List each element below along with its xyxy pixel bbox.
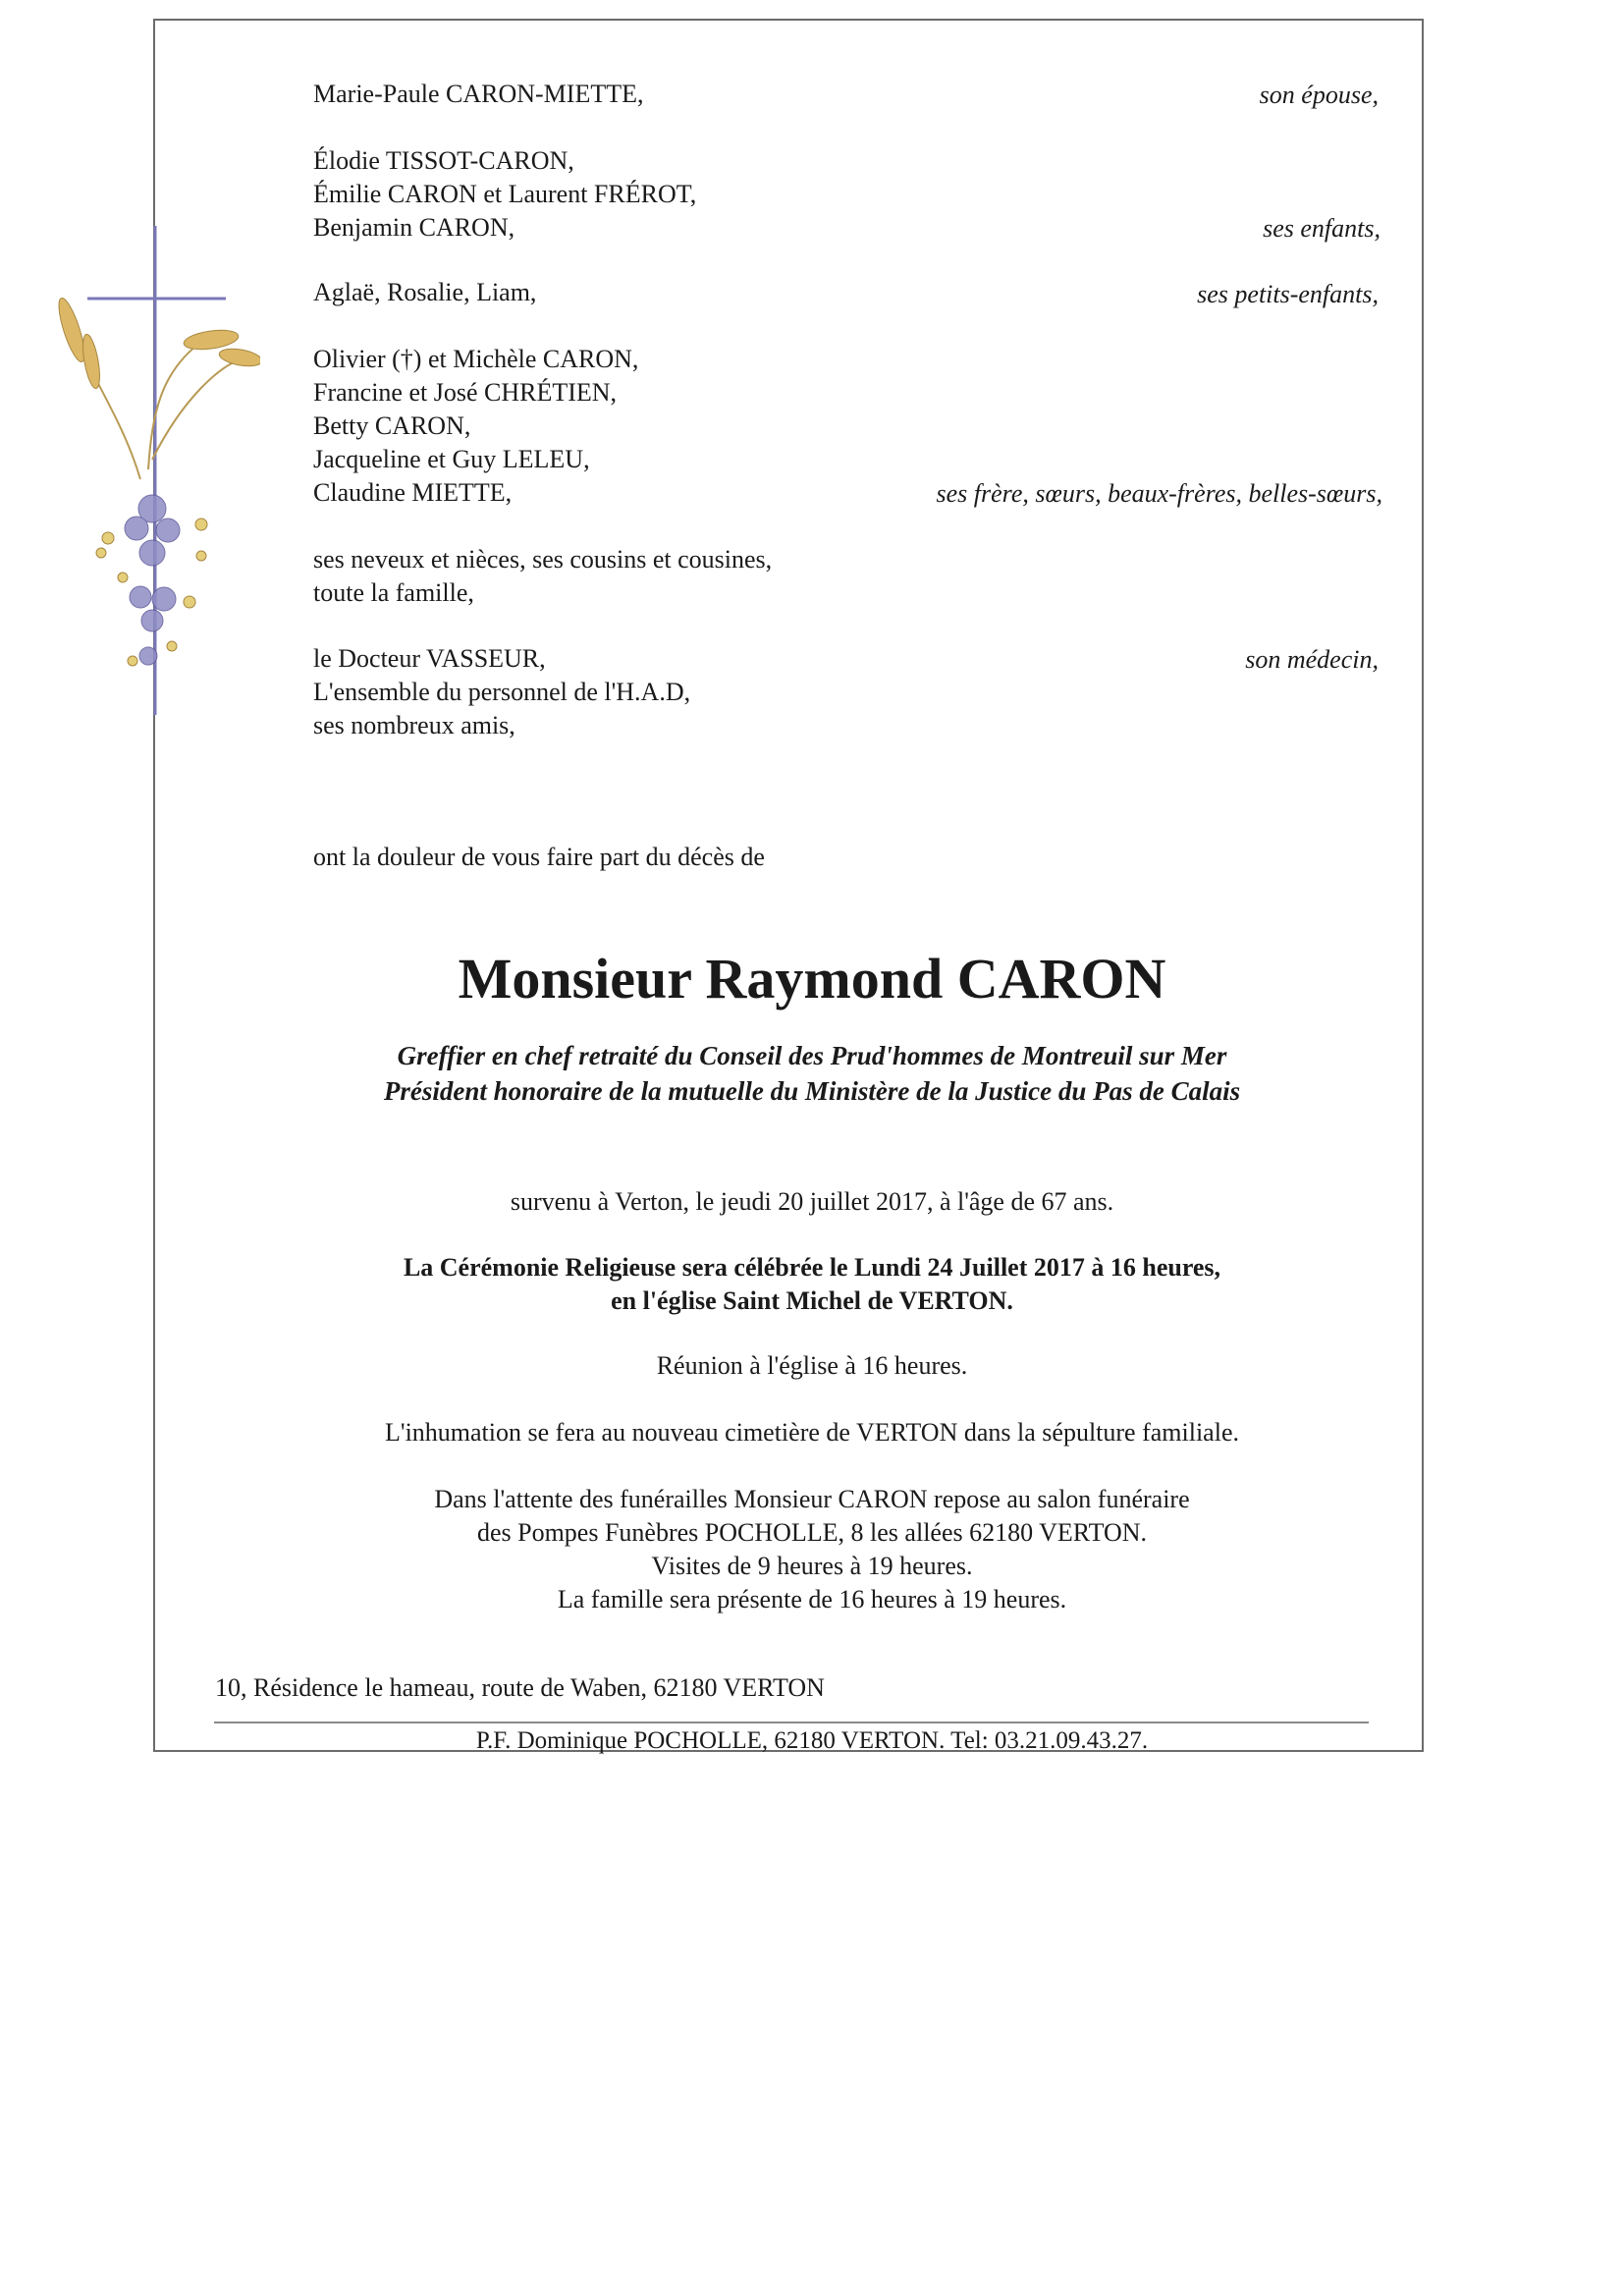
doctor-line: le Docteur VASSEUR, xyxy=(313,644,546,673)
children-names xyxy=(313,144,696,245)
relatives-names xyxy=(313,543,772,610)
viewing-line: des Pompes Funèbres POCHOLLE, 8 les allées 62180 VERTON. xyxy=(476,1518,1148,1547)
child-name: Émilie CARON et Laurent FRÉROT, xyxy=(313,180,697,208)
doctor-names xyxy=(313,642,690,742)
ceremony-line: en l'église Saint Michel de VERTON. xyxy=(611,1286,1013,1315)
deceased-title-line: Greffier en chef retraité du Conseil des Prud'hommes de Montreuil sur Mer xyxy=(397,1041,1227,1070)
viewing-line: La famille sera présente de 16 heures à 19 heures. xyxy=(557,1585,1067,1613)
ceremony-info xyxy=(0,1251,1624,1318)
funeral-home-footer: P.F. Dominique POCHOLLE, 62180 VERTON. Tel: 03.21.09.43.27. xyxy=(475,1727,1149,1754)
doctor-role: son médecin, xyxy=(1245,645,1379,674)
doctor-line: L'ensemble du personnel de l'H.A.D, xyxy=(313,678,691,706)
sibling-name: Francine et José CHRÉTIEN, xyxy=(313,378,618,407)
sibling-name: Olivier (†) et Michèle CARON, xyxy=(313,345,639,373)
meeting-info: Réunion à l'église à 16 heures. xyxy=(656,1351,968,1380)
cross-wheat-decoration-icon xyxy=(54,214,260,725)
deceased-titles xyxy=(0,1038,1624,1109)
siblings-role: ses frère, sœurs, beaux-frères, belles-sœurs, xyxy=(936,479,1382,508)
family-address: 10, Résidence le hameau, route de Waben, 62180 VERTON xyxy=(215,1673,825,1702)
relatives-line: toute la famille, xyxy=(313,578,474,607)
children-role: ses enfants, xyxy=(1263,214,1380,243)
child-name: Élodie TISSOT-CARON, xyxy=(313,146,574,175)
announcement-text: ont la douleur de vous faire part du décès de xyxy=(313,843,765,871)
footer-divider xyxy=(214,1722,1369,1723)
child-name: Benjamin CARON, xyxy=(313,213,515,242)
death-notice: survenu à Verton, le jeudi 20 juillet 2017, à l'âge de 67 ans. xyxy=(510,1187,1114,1216)
deceased-title-line: Président honoraire de la mutuelle du Ministère de la Justice du Pas de Calais xyxy=(383,1076,1241,1106)
sibling-name: Claudine MIETTE, xyxy=(313,478,513,507)
sibling-name: Betty CARON, xyxy=(313,411,471,440)
burial-info: L'inhumation se fera au nouveau cimetière de VERTON dans la sépulture familiale. xyxy=(385,1418,1239,1447)
grandchildren-names xyxy=(313,276,536,309)
grandchildren-name: Aglaë, Rosalie, Liam, xyxy=(313,278,537,306)
spouse-names xyxy=(313,78,643,111)
deceased-name: Monsieur Raymond CARON xyxy=(458,947,1166,1011)
viewing-line: Visites de 9 heures à 19 heures. xyxy=(651,1552,973,1580)
sibling-name: Jacqueline et Guy LELEU, xyxy=(313,445,590,473)
doctor-line: ses nombreux amis, xyxy=(313,711,515,739)
viewing-info xyxy=(0,1483,1624,1616)
spouse-name: Marie-Paule CARON-MIETTE, xyxy=(313,80,644,108)
viewing-line: Dans l'attente des funérailles Monsieur CARON repose au salon funéraire xyxy=(434,1485,1190,1513)
grandchildren-role: ses petits-enfants, xyxy=(1197,280,1379,308)
ceremony-line: La Cérémonie Religieuse sera célébrée le Lundi 24 Juillet 2017 à 16 heures, xyxy=(403,1253,1221,1282)
spouse-role: son épouse, xyxy=(1259,81,1379,109)
siblings-names xyxy=(313,343,638,510)
relatives-line: ses neveux et nièces, ses cousins et cousines, xyxy=(313,545,773,574)
